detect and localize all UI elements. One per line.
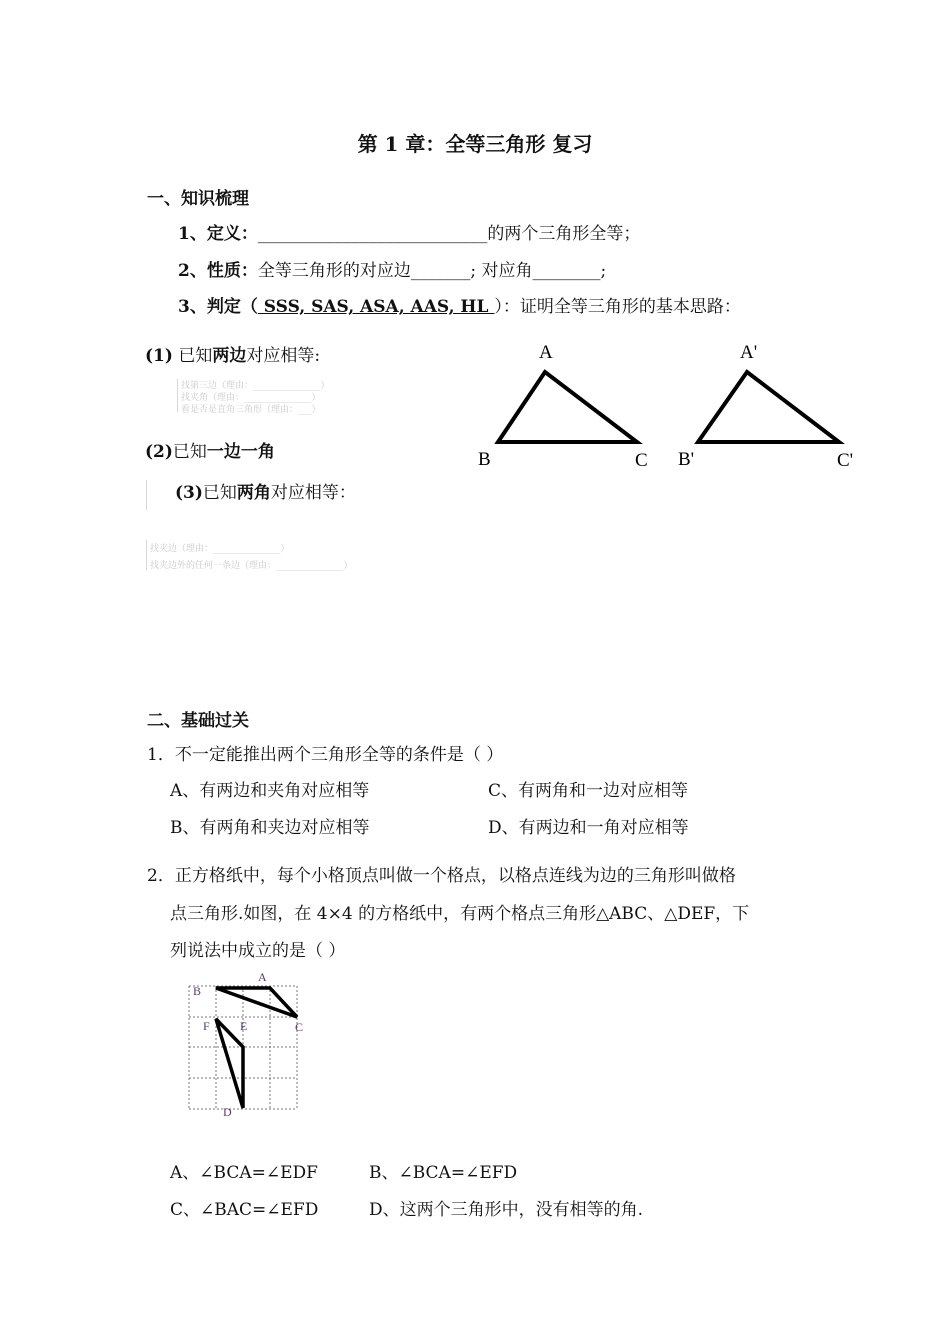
question-1-option-d: D、有两边和一角对应相等 — [488, 818, 689, 838]
criteria-label: 3、判定（ — [178, 297, 258, 317]
case-post: 对应相等： — [270, 483, 356, 503]
faint-line: 看是否是直角三角形（理由：___） — [181, 405, 321, 415]
criteria-rest: ）：证明全等三角形的基本思路： — [494, 297, 741, 317]
case-number: (2) — [145, 442, 173, 462]
question-2-option-a: A、∠BCA=∠EDF — [170, 1163, 318, 1183]
grid-label-d: D — [223, 1105, 232, 1117]
case-two-sides — [145, 341, 320, 366]
grid-label-a: A — [258, 970, 267, 984]
section-heading-basics: 二、基础过关 — [147, 711, 249, 731]
case-number: (1) — [145, 346, 173, 366]
question-2-stem-line: 点三角形.如图，在 4×4 的方格纸中，有两个格点三角形△ABC、△DEF，下 — [170, 904, 750, 924]
label-c: C — [635, 450, 648, 471]
faint-brace — [146, 540, 147, 570]
property-label: 2、性质： — [178, 261, 258, 281]
question-2-option-b: B、∠BCA=∠EFD — [369, 1163, 518, 1183]
case-bold: 一边一角 — [206, 442, 275, 462]
label-a: A — [539, 342, 553, 363]
question-1-stem: 1．不一定能推出两个三角形全等的条件是（ ） — [147, 745, 504, 765]
definition-line — [178, 219, 640, 244]
property-text: 全等三角形的对应边_______; 对应角________; — [257, 261, 607, 281]
faint-brace — [177, 379, 178, 412]
case-bold: 两角 — [236, 483, 271, 503]
label-a-prime: A' — [740, 342, 758, 363]
question-1-option-b: B、有两角和夹边对应相等 — [170, 818, 370, 838]
case-pre: 已知 — [172, 346, 213, 366]
faint-brace — [146, 480, 147, 510]
label-c-prime: C' — [837, 450, 854, 471]
grid-label-c: C — [295, 1020, 304, 1034]
faint-line: 找第三边（理由：_______________） — [181, 381, 330, 391]
case-pre: 已知 — [172, 442, 207, 462]
question-2-stem-line: 2．正方格纸中，每个小格顶点叫做一个格点，以格点连线为边的三角形叫做格 — [147, 866, 736, 886]
question-1-option-a: A、有两边和夹角对应相等 — [170, 781, 370, 801]
triangles-figure — [470, 335, 870, 480]
case-two-angles — [175, 478, 356, 503]
grid-label-e: E — [240, 1019, 248, 1033]
grid-figure — [185, 965, 310, 1117]
criteria-line — [178, 292, 741, 317]
label-b-prime: B' — [678, 449, 695, 470]
triangle-def-grid — [216, 1019, 243, 1108]
question-2-option-c: C、∠BAC=∠EFD — [170, 1200, 319, 1220]
grid-label-f: F — [203, 1019, 210, 1033]
faint-line: 找夹边（理由：_______________） — [150, 544, 290, 554]
question-2-option-d: D、这两个三角形中，没有相等的角. — [369, 1200, 644, 1220]
section-heading-knowledge: 一、知识梳理 — [147, 189, 249, 209]
definition-rest: 的两个三角形全等； — [487, 224, 641, 244]
case-pre: 已知 — [202, 483, 237, 503]
faint-line: 找夹角（理由：_______________） — [181, 393, 321, 403]
case-post: 对应相等: — [246, 346, 321, 366]
faint-line: 找夹边外的任何一条边（理由：_______________） — [150, 561, 353, 571]
case-number: (3) — [175, 483, 203, 503]
case-bold: 两边 — [212, 346, 247, 366]
triangle-abc — [498, 372, 637, 442]
question-1-option-c: C、有两角和一边对应相等 — [488, 781, 689, 801]
definition-label: 1、定义： — [178, 224, 258, 244]
case-side-angle — [145, 437, 275, 462]
definition-blank: ___________________________ — [257, 224, 488, 244]
criteria-list: SSS, SAS, ASA, AAS, HL — [257, 297, 495, 317]
grid-label-b: B — [193, 984, 202, 998]
question-2-stem-line: 列说法中成立的是（ ） — [170, 941, 346, 961]
label-b: B — [478, 449, 491, 470]
property-line — [178, 256, 606, 281]
page-title: 第 1 章：全等三角形 复习 — [357, 132, 593, 156]
triangle-a2b2c2 — [698, 372, 839, 442]
triangle-abc-grid — [216, 988, 297, 1017]
